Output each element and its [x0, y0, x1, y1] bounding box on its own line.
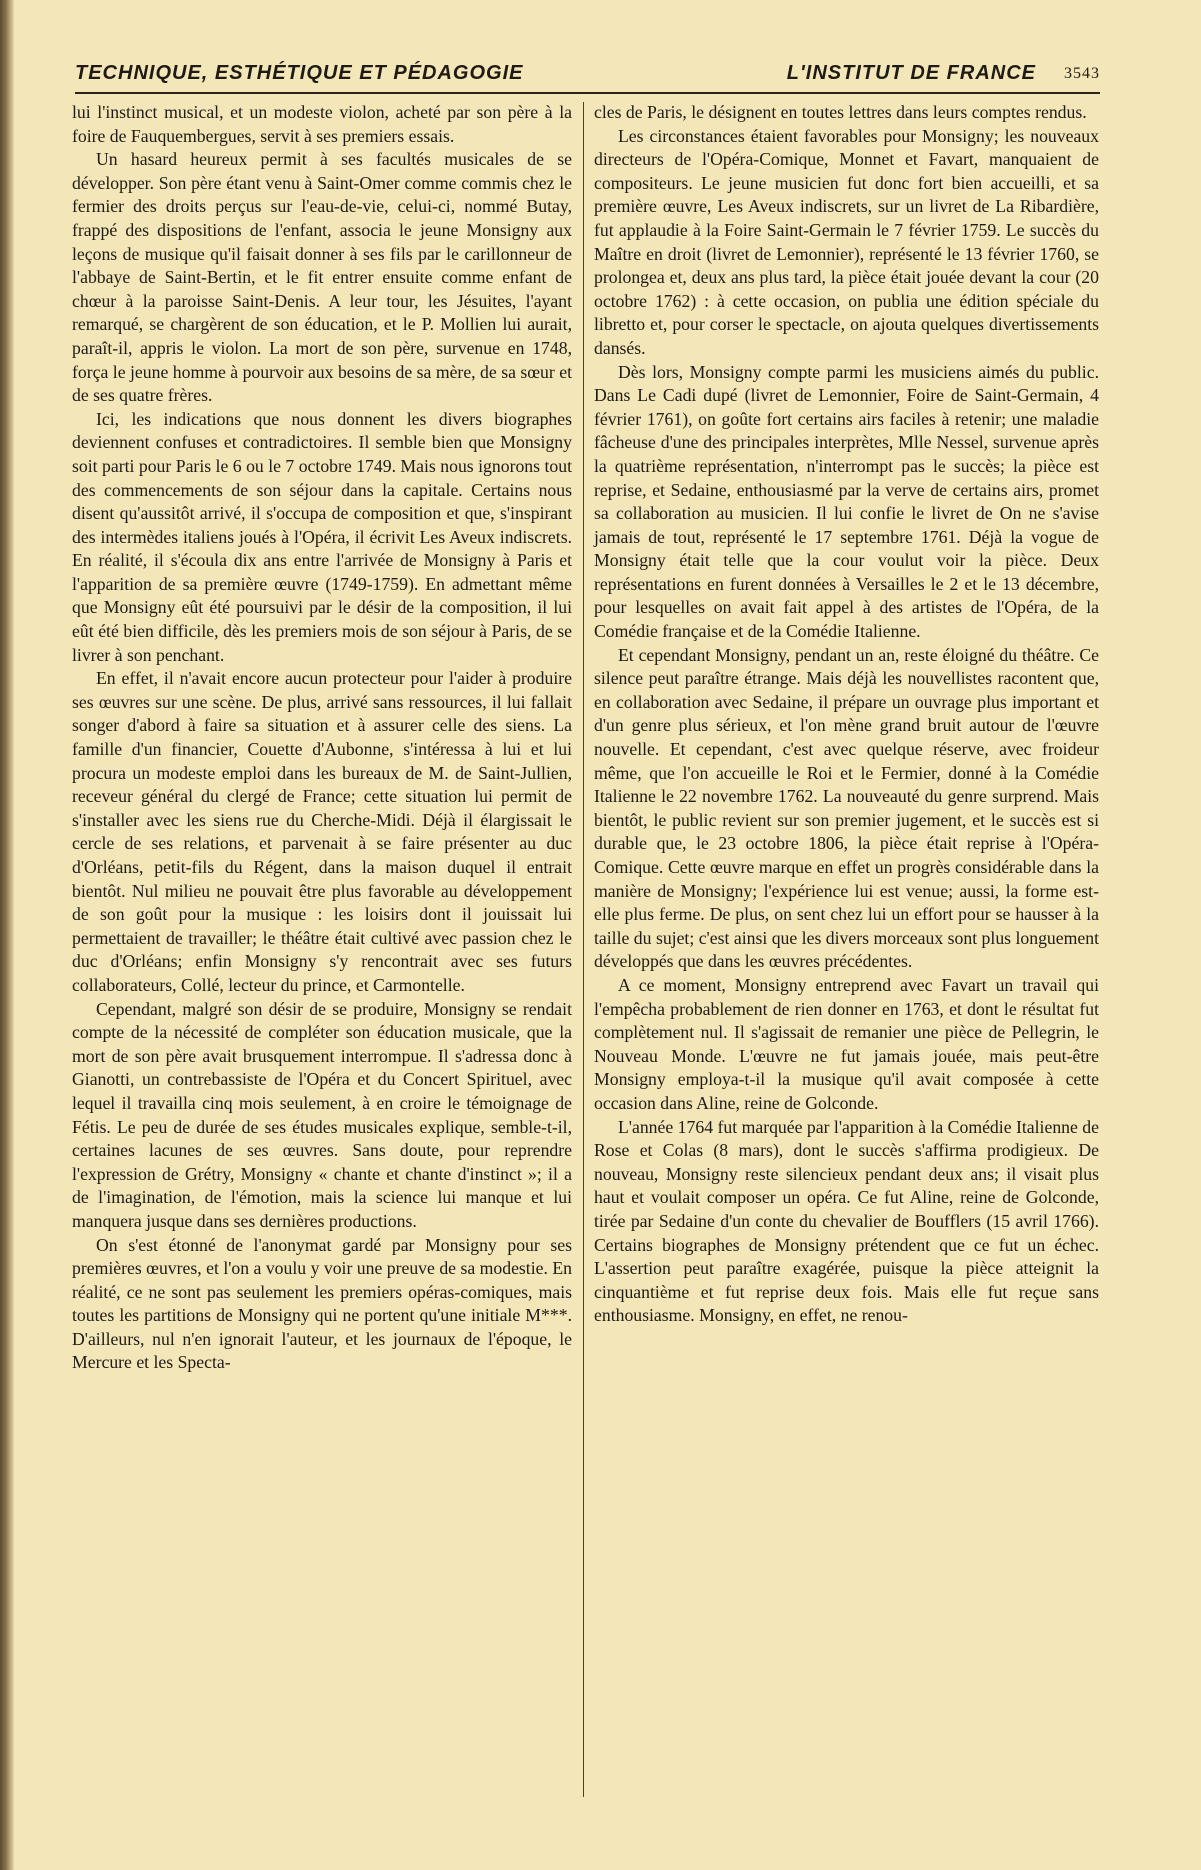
paragraph: En effet, il n'avait encore aucun protecteur pour l'aider à produire ses œuvres sur une scène. De plus, arrivé sans ressources, il lui fallait songer d'abord à faire sa situation et à assurer celle des siens. La famille d'un financier, Couette d'Aubonne, s'intéressa à lui et lui procura un modeste emploi dans les bureaux de M. de Saint-Jullien, receveur général du clergé de France; cette situation lui permit de s'installer avec les siens rue du Cherche-Midi. Déjà il élargissait le cercle de ses relations, et parvenait à se faire présenter au duc d'Orléans, petit-fils du Régent, dans la maison duquel il entrait bientôt. Nul milieu ne pouvait être plus favorable au développement de son goût pour la musique : les loisirs dont il jouissait lui permettaient de travailler; le théâtre était cultivé avec passion chez le duc d'Orléans; enfin Monsigny s'y rencontrait avec ses futurs collaborateurs, Collé, lecteur du prince, et Carmontelle.	[72, 668, 572, 995]
paragraph: Ici, les indications que nous donnent les divers biographes deviennent confuses et contradictoires. Il semble bien que Monsigny soit parti pour Paris le 6 ou le 7 octobre 1749. Mais nous ignorons tout des commencements de son séjour dans la capitale. Certains nous disent qu'aussitôt arrivé, il s'occupa de composition et que, s'inspirant des intermèdes italiens joués à l'Opéra, il écrivit Les Aveux indiscrets. En réalité, il s'écoula dix ans entre l'arrivée de Monsigny à Paris et l'apparition de sa première œuvre (1749-1759). En admettant même que Monsigny eût été poursuivi par le désir de la composition, il lui eût été bien difficile, dès les premiers mois de son séjour à Paris, de se livrer à son penchant.	[72, 408, 572, 665]
column-divider	[583, 102, 584, 1797]
paragraph: lui l'instinct musical, et un modeste violon, acheté par son père à la foire de Fauquembergues, servit à ses premiers essais.	[72, 102, 572, 146]
paragraph: Les circonstances étaient favorables pour Monsigny; les nouveaux directeurs de l'Opéra-Comique, Monnet et Favart, manquaient de compositeurs. Le jeune musicien fut donc fort bien accueilli, et sa première œuvre, Les Aveux indiscrets, sur un livret de La Ribardière, fut applaudie à la Foire Saint-Germain le 7 février 1759. Le succès du Maître en droit (livret de Lemonnier), représenté le 13 février 1760, se prolongea et, deux ans plus tard, la pièce était jouée devant la cour (20 octobre 1762) : à cette occasion, on publia une édition spéciale du libretto et, pour corser le spectacle, on ajouta quelques divertissements dansés.	[594, 125, 1099, 358]
page-binding-edge	[0, 0, 14, 1870]
paragraph: Dès lors, Monsigny compte parmi les musiciens aimés du public. Dans Le Cadi dupé (livret de Lemonnier, Foire de Saint-Germain, 4 février 1761), on goûte fort certains airs faciles à retenir; une maladie fâcheuse d'une des principales interprètes, Mlle Nessel, survenue après la quatrième représentation, n'interrompt pas le succès; la pièce est reprise, et Sedaine, enthousiasmé par la verve de certains airs, promet sa collaboration au musicien. Il lui confie le livret de On ne s'avise jamais de tout, représenté le 17 septembre 1761. Déjà la vogue de Monsigny était telle que la cour voulut voir la pièce. Deux représentations en furent données à Versailles le 2 et le 13 décembre, pour lesquelles on avait fait appel à des artistes de l'Opéra, de la Comédie française et de la Comédie Italienne.	[594, 361, 1099, 642]
right-column	[594, 101, 1099, 1328]
paragraph: On s'est étonné de l'anonymat gardé par Monsigny pour ses premières œuvres, et l'on a voulu y voir une preuve de sa modestie. En réalité, ce ne sont pas seulement les premiers opéras-comiques, mais toutes les partitions de Monsigny qui ne portent qu'une initiale M***. D'ailleurs, nul n'en ignorait l'auteur, et les journaux de l'époque, le Mercure et les Specta-	[72, 1234, 572, 1373]
paragraph: cles de Paris, le désignent en toutes lettres dans leurs comptes rendus.	[594, 102, 1087, 122]
left-column	[72, 101, 572, 1375]
paragraph: A ce moment, Monsigny entreprend avec Favart un travail qui l'empêcha probablement de rien donner en 1763, et dont le résultat fut complètement nul. Il s'agissait de remanier une pièce de Pellegrin, le Nouveau Monde. L'œuvre ne fut jamais jouée, mais peut-être Monsigny employa-t-il la musique qu'il avait composée à cette occasion dans Aline, reine de Golconde.	[594, 974, 1099, 1113]
header-left-title: TECHNIQUE, ESTHÉTIQUE ET PÉDAGOGIE	[75, 62, 524, 84]
paragraph: Un hasard heureux permit à ses facultés musicales de se développer. Son père étant venu à Saint-Omer comme commis chez le fermier des droits perçus sur l'eau-de-vie, celui-ci, nommé Butay, frappé des dispositions de l'enfant, associa le jeune Monsigny aux leçons de musique qu'il faisait donner à ses fils par le carillonneur de l'abbaye de Saint-Bertin, et le fit entrer ensuite comme enfant de chœur à la paroisse Saint-Denis. A leur tour, les Jésuites, l'ayant remarqué, se chargèrent de son éducation, et le P. Mollien lui aurait, paraît-il, appris le violon. La mort de son père, survenue en 1748, força le jeune homme à pourvoir aux besoins de sa mère, de sa sœur et de ses quatre frères.	[72, 149, 572, 406]
paragraph: Et cependant Monsigny, pendant un an, reste éloigné du théâtre. Ce silence peut paraître étrange. Mais déjà les nouvellistes racontent que, en collaboration avec Sedaine, il prépare un ouvrage plus important et d'un genre plus sérieux, et l'on mène grand bruit autour de l'œuvre nouvelle. Et cependant, c'est avec quelque réserve, avec froideur même, que l'on accueille le Roi et le Fermier, donné à la Comédie Italienne le 22 novembre 1762. La nouveauté du genre surprend. Mais bientôt, le public revient sur son premier jugement, et le succès est si durable que, le 23 octobre 1806, la pièce était reprise à l'Opéra-Comique. Cette œuvre marque en effet un progrès considérable dans la manière de Monsigny; l'expérience lui est venue; aussi, la forme est-elle plus ferme. De plus, on sent chez lui un effort pour se hausser à la taille du sujet; c'est ainsi que les divers morceaux sont plus longuement développés que dans les œuvres précédentes.	[594, 644, 1099, 972]
running-header	[75, 58, 1100, 94]
paragraph: Cependant, malgré son désir de se produire, Monsigny se rendait compte de la nécessité de compléter son éducation musicale, que la mort de son père avait brusquement interrompue. Il s'adressa donc à Gianotti, un contrebassiste de l'Opéra et du Concert Spirituel, avec lequel il travailla cinq mois seulement, à en croire le témoignage de Fétis. Le peu de durée de ses études musicales explique, semble-t-il, certaines lacunes de ses œuvres. Sans doute, pour reprendre l'expression de Grétry, Monsigny « chante et chante d'instinct »; il a de l'imagination, de l'émotion, mais la science lui manque et lui manquera jusque dans ses dernières productions.	[72, 998, 572, 1231]
header-right-title: L'INSTITUT DE FRANCE	[786, 62, 1036, 84]
page-number: 3543	[1064, 65, 1100, 82]
paragraph: L'année 1764 fut marquée par l'apparition à la Comédie Italienne de Rose et Colas (8 mars), dont le succès s'affirma prodigieux. De nouveau, Monsigny reste silencieux pendant deux ans; il visait plus haut et voulait composer un opéra. Ce fut Aline, reine de Golconde, tirée par Sedaine d'un conte du chevalier de Boufflers (15 avril 1766). Certains biographes de Monsigny prétendent que ce fut un échec. L'assertion peut paraître exagérée, puisque la pièce atteignit la cinquantième et fut reprise deux fois. Mais elle fut reçue sans enthousiasme. Monsigny, en effet, ne renou-	[594, 1116, 1099, 1326]
